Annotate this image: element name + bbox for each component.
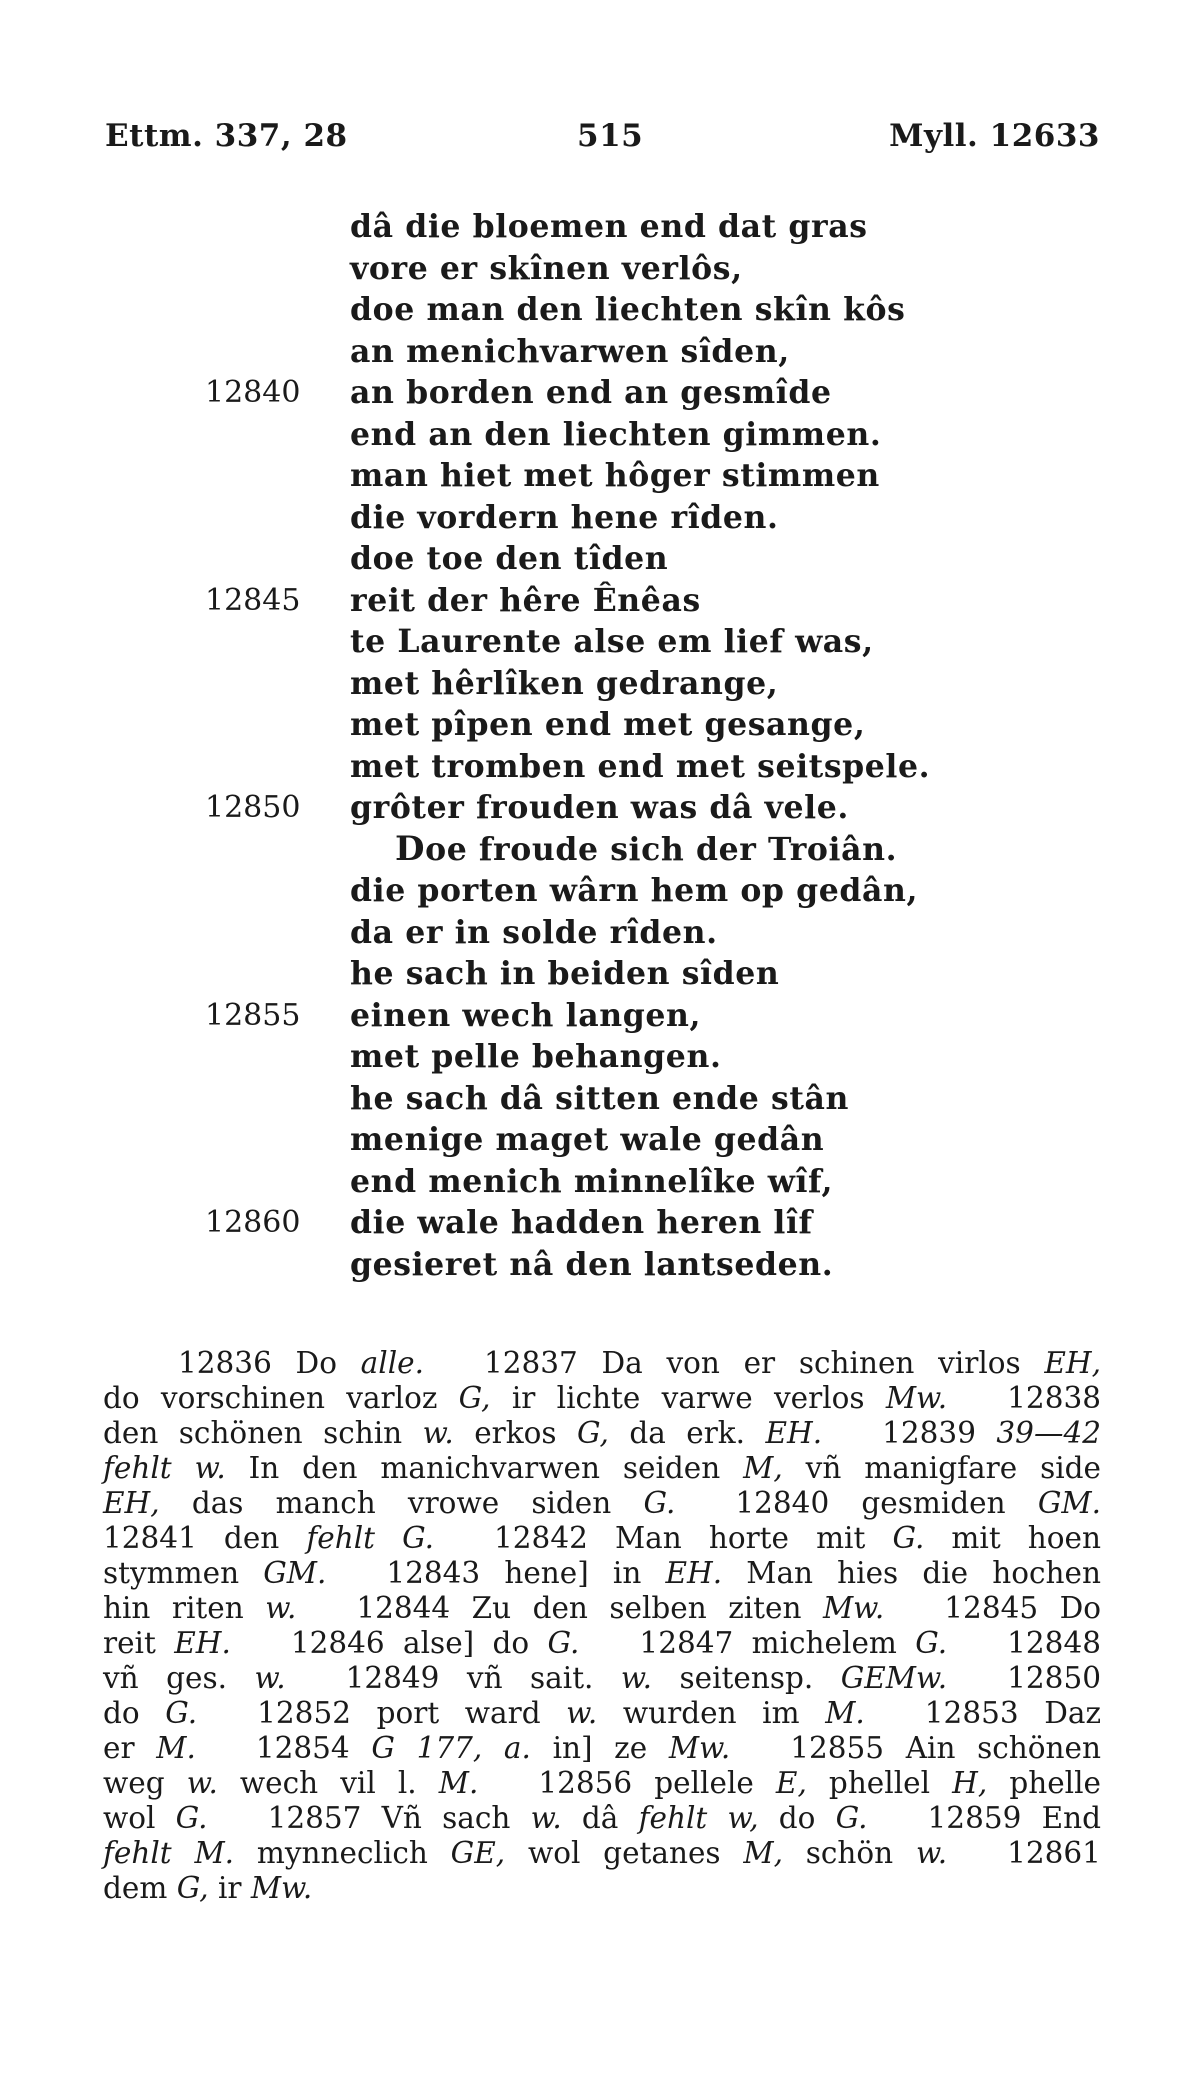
line-number: 12840	[205, 375, 301, 410]
verse-line	[0, 746, 1200, 788]
verse-line	[0, 912, 1200, 954]
verse-line	[0, 621, 1200, 663]
verse-text-line: he sach dâ sitten ende stân	[350, 1079, 849, 1117]
verse-text-line: grôter frouden was dâ vele.	[350, 789, 849, 826]
verse-line	[0, 455, 1200, 497]
note-line: weg w. wech vil l. M. 12856 pellele E, phellel H, phelle	[103, 1766, 1101, 1800]
verse-line	[0, 1078, 1200, 1120]
page-number: 515	[577, 118, 644, 154]
verse-line	[0, 248, 1200, 290]
verse-line	[0, 538, 1200, 580]
verse-line	[0, 580, 1200, 622]
verse-line	[0, 289, 1200, 331]
note-line: 12836 Do alle. 12837 Da von er schinen virlos EH,	[178, 1346, 1101, 1380]
verse-line	[0, 1202, 1200, 1244]
note-line: fehlt w. In den manichvarwen seiden M, vñ manigfare side	[103, 1451, 1101, 1485]
verse-line	[0, 995, 1200, 1037]
verse-line	[0, 1244, 1200, 1286]
verse-text-line: doe toe den tîden	[350, 540, 669, 577]
verse-text-line: menige maget wale gedân	[350, 1121, 825, 1158]
note-line: reit EH. 12846 alse] do G. 12847 michelem G. 12848	[103, 1626, 1101, 1660]
verse-line	[0, 331, 1200, 373]
verse-line	[0, 1119, 1200, 1161]
note-line: dem G, ir Mw.	[103, 1871, 313, 1905]
note-line: hin riten w. 12844 Zu den selben ziten Mw. 12845 Do	[103, 1591, 1101, 1625]
verse-line	[0, 414, 1200, 456]
verse-text-line: met pelle behangen.	[350, 1038, 722, 1075]
line-number: 12845	[205, 582, 301, 618]
note-line: EH, das manch vrowe siden G. 12840 gesmiden GM.	[103, 1486, 1101, 1520]
note-line: wol G. 12857 Vñ sach w. dâ fehlt w, do G. 12859 End	[103, 1801, 1101, 1835]
line-number: 12860	[205, 1205, 301, 1240]
verse-text-line: einen wech langen,	[350, 996, 702, 1034]
note-line: er M. 12854 G 177, a. in] ze Mw. 12855 Ain schönen	[103, 1731, 1101, 1765]
verse-text-line: da er in solde rîden.	[350, 913, 718, 951]
verse-text-line: die porten wârn hem op gedân,	[350, 872, 919, 909]
verse-line	[0, 663, 1200, 705]
note-line: stymmen GM. 12843 hene] in EH. Man hies die hochen	[103, 1556, 1101, 1590]
verse-text-line: he sach in beiden sîden	[350, 955, 780, 992]
verse-line	[0, 372, 1200, 414]
verse-text-line: doe man den liechten skîn kôs	[350, 291, 906, 328]
note-line: den schönen schin w. erkos G, da erk. EH. 12839 39—42	[103, 1416, 1101, 1450]
verse-text-line: die vordern hene rîden.	[350, 498, 779, 536]
line-number: 12850	[205, 790, 301, 825]
verse-line	[0, 704, 1200, 746]
verse-text-line: die wale hadden heren lîf	[350, 1204, 813, 1241]
verse-line	[0, 870, 1200, 912]
running-header	[105, 118, 1100, 158]
verse-text-line: an menichvarwen sîden,	[350, 332, 790, 370]
verse-line	[0, 206, 1200, 248]
verse-text-line: reit der hêre Ênêas	[350, 581, 701, 619]
verse-text	[0, 206, 1200, 1285]
critical-apparatus	[103, 1346, 1101, 1906]
verse-line	[0, 829, 1200, 871]
verse-text-line: Doe froude sich der Troiân.	[395, 828, 898, 869]
verse-text-line: met tromben end met seitspele.	[350, 747, 931, 785]
verse-line	[0, 953, 1200, 995]
note-line: do G. 12852 port ward w. wurden im M. 12853 Daz	[103, 1696, 1101, 1730]
verse-text-line: dâ die bloemen end dat gras	[350, 208, 868, 245]
verse-text-line: end an den liechten gimmen.	[350, 415, 882, 453]
verse-text-line: te Laurente alse em lief was,	[350, 623, 874, 660]
note-line: vñ ges. w. 12849 vñ sait. w. seitensp. GEMw. 12850	[103, 1661, 1101, 1695]
verse-text-line: end menich minnelîke wîf,	[350, 1162, 834, 1200]
note-line: fehlt M. mynneclich GE, wol getanes M, schön w. 12861	[103, 1836, 1101, 1870]
verse-line	[0, 497, 1200, 539]
verse-text-line: an borden end an gesmîde	[350, 374, 832, 411]
verse-line	[0, 1161, 1200, 1203]
verse-text-line: met hêrlîken gedrange,	[350, 664, 779, 702]
verse-text-line: man hiet met hôger stimmen	[350, 457, 880, 494]
header-right-reference: Myll. 12633	[889, 118, 1100, 154]
header-left-reference: Ettm. 337, 28	[105, 118, 348, 154]
note-line: do vorschinen varloz G, ir lichte varwe verlos Mw. 12838	[103, 1381, 1102, 1415]
note-line: 12841 den fehlt G. 12842 Man horte mit G. mit hoen	[103, 1521, 1101, 1555]
verse-line	[0, 1036, 1200, 1078]
line-number: 12855	[205, 997, 301, 1033]
verse-text-line: met pîpen end met gesange,	[350, 706, 866, 743]
verse-text-line: vore er skînen verlôs,	[350, 249, 743, 287]
verse-line	[0, 787, 1200, 829]
verse-text-line: gesieret nâ den lantseden.	[350, 1245, 834, 1283]
